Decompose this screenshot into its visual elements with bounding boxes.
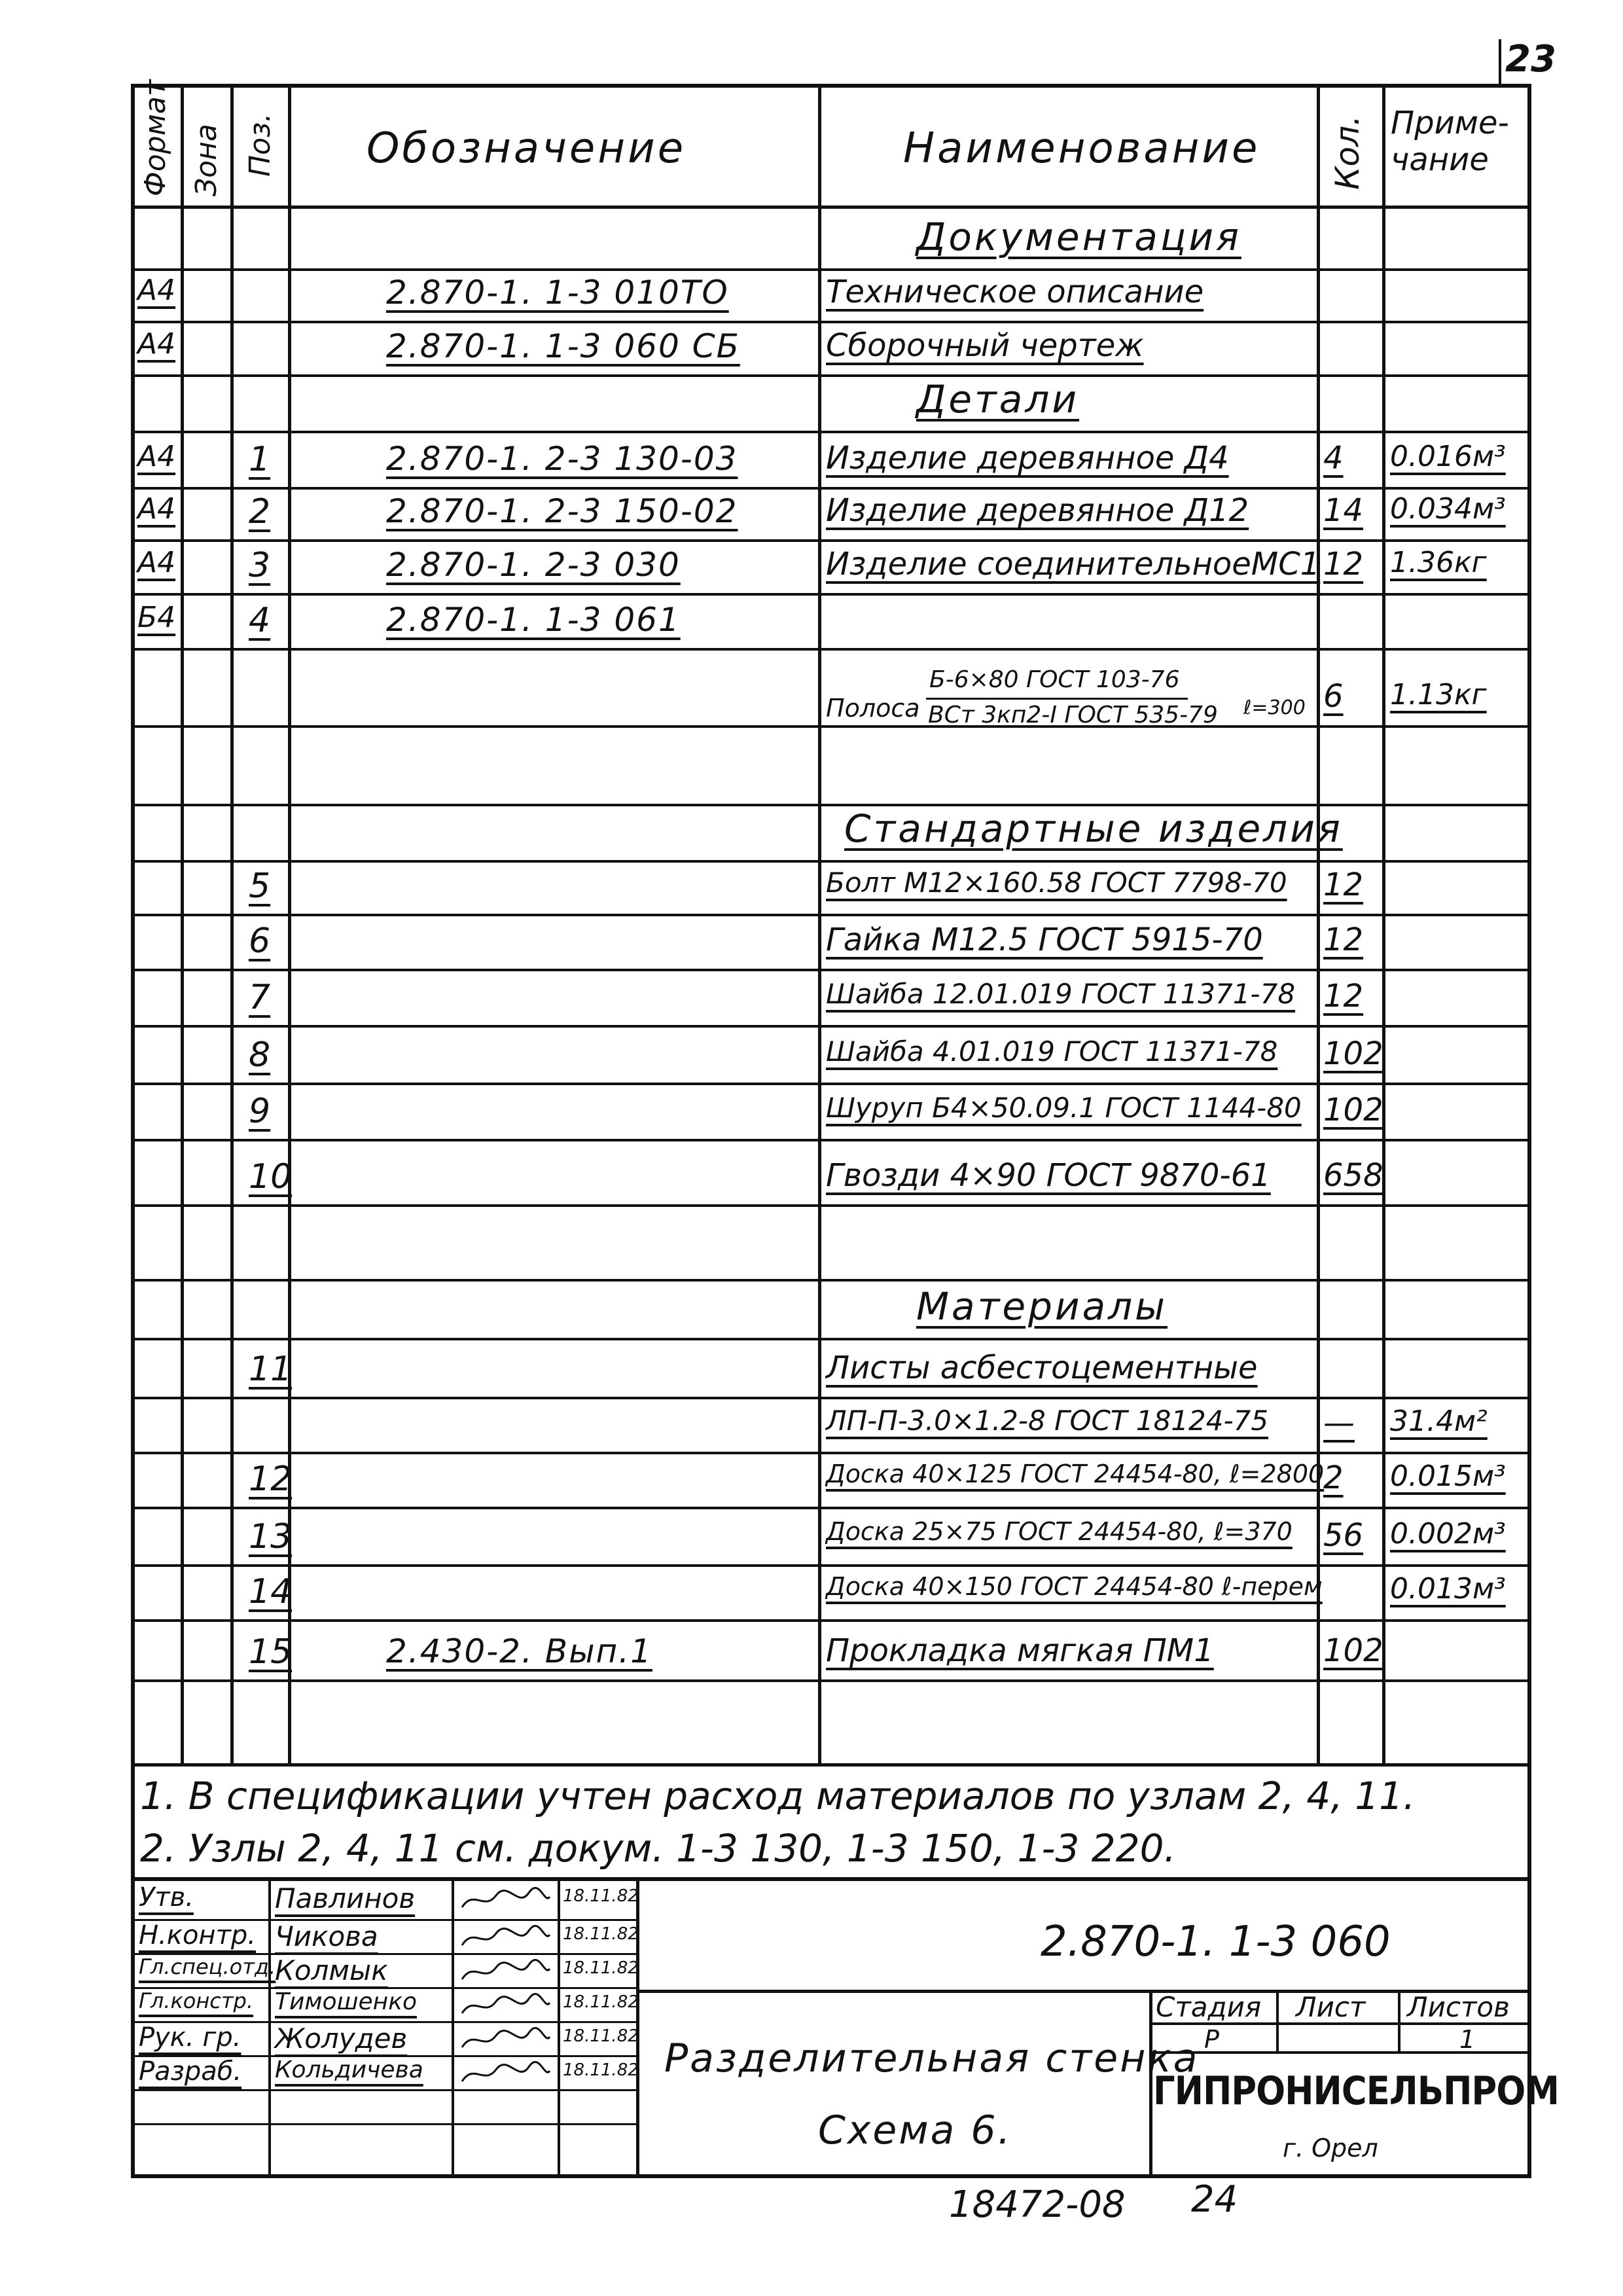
row-divider [131,1619,1531,1622]
cell-pos: 3 [249,546,271,585]
cell-pos: 2 [249,492,271,531]
header-note: Приме- чание [1391,105,1509,178]
note-2: 2. Узлы 2, 4, 11 см. докум. 1-3 130, 1-3 150, 1-3 220. [140,1826,1176,1871]
cell-note: 1.36кг [1390,546,1487,579]
polosa-denominator: ВСт 3кп2-I ГОСТ 535-79 [928,702,1218,728]
polosa-length: ℓ=300 [1243,696,1306,719]
row-divider [131,1397,1531,1399]
cell-pos: 10 [249,1157,293,1196]
polosa-word: Полоса [826,694,920,723]
cell-designation: 2.870-1. 2-3 030 [386,546,681,584]
signer-name: Кольдичева [275,2056,423,2083]
cell-name: Болт М12×160.58 ГОСТ 7798-70 [826,867,1287,899]
cell-designation: 2.870-1. 2-3 150-02 [386,492,738,530]
note-1: 1. В спецификации учтен расход материалов по узлам 2, 4, 11. [140,1774,1416,1818]
row-divider [131,1204,1531,1207]
cell-name: Изделие деревянное Д12 [826,492,1249,529]
row-divider [131,1507,1531,1509]
header-zone: Зона [190,124,223,196]
signature [458,1957,553,1988]
cell-qty: 2 [1323,1460,1344,1496]
signer-date: 18.11.82 [563,1992,639,2012]
cell-name: Материалы [916,1284,1168,1329]
cell-name: ЛП-П-3.0×1.2-8 ГОСТ 18124-75 [826,1405,1269,1437]
cell-qty: 12 [1323,978,1364,1014]
cell-qty: 12 [1323,867,1364,903]
cell-name: Техническое описание [826,274,1204,310]
sheets-label: Листов [1407,1991,1510,2023]
header-name: Наименование [903,124,1260,173]
signer-role: Утв. [139,1882,194,1912]
cell-format: А4 [137,440,176,473]
cell-pos: 6 [249,922,271,961]
row-divider [131,1139,1531,1141]
cell-pos: 13 [249,1517,293,1556]
sheet-label: Лист [1296,1991,1366,2023]
page-number-tick [1499,39,1501,85]
sheets-value: 1 [1459,2025,1476,2054]
row-divider [131,1679,1531,1682]
cell-format: А4 [137,492,176,526]
cell-name: Детали [916,377,1080,422]
row-divider [131,648,1531,651]
cell-qty: 14 [1323,492,1364,529]
cell-note: 0.015м³ [1390,1460,1506,1493]
doc-subtitle: Схема 6. [818,2108,1012,2153]
signer-role: Гл.констр. [139,1988,253,2013]
row-divider [131,487,1531,490]
polosa-numerator: Б-6×80 ГОСТ 103-76 [929,666,1180,693]
signature [458,2059,553,2090]
cell-name: Документация [916,215,1241,259]
cell-format: А4 [137,274,176,307]
row-divider [131,1025,1531,1028]
cell-name: Сборочный чертеж [826,327,1144,364]
doc-code: 2.870-1. 1-3 060 [1041,1918,1391,1966]
cell-name: Изделие соединительноеМС1 [826,546,1321,583]
cell-qty: 4 [1323,440,1344,476]
row-divider [131,1083,1531,1085]
header-format: Формат [139,79,172,196]
cell-pos: 14 [249,1572,293,1611]
org-city: г. Орел [1283,2134,1378,2162]
signer-name: Колмык [275,1954,388,1986]
cell-note: 0.034м³ [1390,492,1506,526]
page-number: 23 [1505,38,1556,81]
row-divider [131,725,1531,728]
footer-page: 24 [1191,2178,1238,2221]
cell-pos: 15 [249,1632,293,1672]
stage-label: Стадия [1156,1991,1262,2023]
signer-date: 18.11.82 [563,1886,639,1906]
signer-date: 18.11.82 [563,2060,639,2080]
cell-qty: 102 [1323,1035,1383,1072]
org-name: ГИПРОНИСЕЛЬПРОМ [1153,2068,1560,2114]
cell-name: Шайба 12.01.019 ГОСТ 11371-78 [826,978,1296,1010]
cell-designation: 2.870-1. 1-3 060 СБ [386,327,740,365]
header-pos: Поз. [243,113,277,177]
cell-pos: 12 [249,1460,293,1499]
signer-date: 18.11.82 [563,1924,639,1944]
row-divider [131,431,1531,433]
cell-name: Гвозди 4×90 ГОСТ 9870-61 [826,1157,1271,1194]
row-divider [131,1279,1531,1282]
row-divider [131,914,1531,916]
cell-note: 1.13кг [1390,678,1487,711]
cell-note: 0.002м³ [1390,1517,1506,1551]
cell-qty: 12 [1323,546,1364,583]
cell-name: Листы асбестоцементные [826,1350,1258,1386]
row-divider [131,539,1531,542]
signer-role: Гл.спец.отд. [139,1954,276,1979]
cell-qty: 102 [1323,1092,1383,1128]
signer-name: Жолудев [275,2022,408,2054]
signer-date: 18.11.82 [563,1958,639,1978]
cell-designation: 2.870-1. 2-3 130-03 [386,440,738,478]
cell-name: Шайба 4.01.019 ГОСТ 11371-78 [826,1035,1278,1067]
header-designation: Обозначение [366,124,687,173]
row-divider [131,268,1531,271]
signer-name: Павлинов [275,1882,416,1914]
row-divider [131,1338,1531,1340]
cell-note: 0.016м³ [1390,440,1506,473]
cell-format: А4 [137,327,176,361]
row-divider [131,1452,1531,1454]
cell-pos: 11 [249,1350,293,1389]
stage-value: Р [1204,2025,1219,2054]
header-qty: Кол. [1329,115,1366,190]
cell-designation: 2.430-2. Вып.1 [386,1632,652,1670]
cell-format: Б4 [137,601,176,634]
cell-name: Доска 25×75 ГОСТ 24454-80, ℓ=370 [826,1517,1293,1546]
signer-name: Тимошенко [275,1988,417,2015]
row-divider [131,321,1531,323]
cell-name: Прокладка мягкая ПМ1 [826,1632,1214,1669]
footer-code: 18472-08 [949,2183,1126,2226]
row-divider [131,374,1531,377]
signature [458,1885,553,1916]
signer-role: Н.контр. [139,1920,256,1950]
row-divider [131,860,1531,863]
signer-name: Чикова [275,1920,378,1952]
signer-date: 18.11.82 [563,2026,639,2046]
signature [458,1923,553,1954]
cell-name: Доска 40×150 ГОСТ 24454-80 ℓ-перем [826,1572,1323,1601]
cell-qty: — [1323,1405,1355,1441]
cell-qty: 56 [1323,1517,1364,1554]
signer-role: Разраб. [139,2056,242,2087]
cell-note: 31.4м² [1390,1405,1488,1438]
cell-name: Шуруп Б4×50.09.1 ГОСТ 1144-80 [826,1092,1302,1124]
row-divider [131,1564,1531,1567]
cell-pos: 1 [249,440,271,479]
cell-designation: 2.870-1. 1-3 010ТО [386,274,729,312]
signer-role: Рук. гр. [139,2022,241,2053]
cell-pos: 5 [249,867,271,906]
cell-qty: 6 [1323,678,1344,715]
cell-pos: 4 [249,601,271,640]
cell-name: Изделие деревянное Д4 [826,440,1229,476]
cell-name: Гайка М12.5 ГОСТ 5915-70 [826,922,1263,958]
cell-designation: 2.870-1. 1-3 061 [386,601,681,639]
cell-qty: 658 [1323,1157,1383,1194]
row-divider [131,969,1531,971]
cell-qty: 12 [1323,922,1364,958]
cell-pos: 8 [249,1035,271,1075]
cell-pos: 9 [249,1092,271,1131]
cell-pos: 7 [249,978,271,1017]
cell-note: 0.013м³ [1390,1572,1506,1605]
cell-name: Стандартные изделия [844,806,1343,851]
cell-qty: 102 [1323,1632,1383,1669]
row-divider [131,593,1531,596]
doc-title: Разделительная стенка [664,2036,1200,2081]
signature [458,2025,553,2056]
signature [458,1991,553,2022]
cell-format: А4 [137,546,176,579]
cell-name: Доска 40×125 ГОСТ 24454-80, ℓ=2800 [826,1460,1325,1488]
